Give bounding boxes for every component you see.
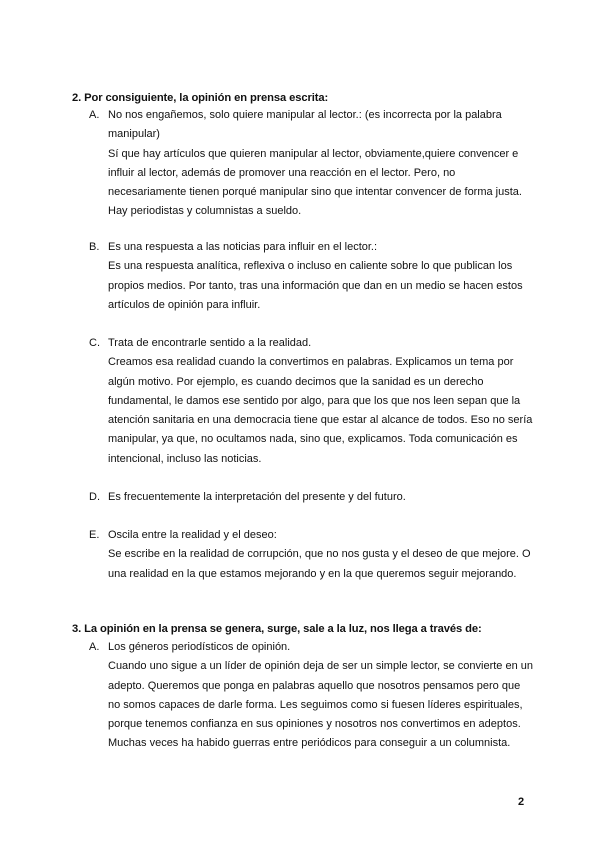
- section-3-heading: 3. La opinión en la prensa se genera, surge, sale a la luz, nos llega a través de:: [72, 623, 482, 635]
- item-marker: C.: [89, 337, 100, 349]
- item-title: Es una respuesta a las noticias para influir en el lector.:: [108, 241, 378, 253]
- section-3-item-a: [89, 638, 534, 754]
- item-text: Cuando uno sigue a un líder de opinión deja de ser un simple lector, se convierte en un adepto. Queremos que ponga en palabras aquello que nosotros pensamos pero que no somos capaces de darle forma. Les seguimos como si fuesen líderes espirituales, porque tenemos confianza en sus opiniones y nosotros nos convertimos en adeptos. Muchas veces ha habido guerras entre periódicos para conseguir a un columnista.: [108, 660, 534, 750]
- item-title: Trata de encontrarle sentido a la realidad.: [108, 337, 312, 349]
- item-marker: A.: [89, 641, 100, 653]
- section-2-item-a: [89, 106, 534, 222]
- item-marker: D.: [89, 491, 100, 503]
- section-2-item-c: [89, 334, 534, 469]
- page-number: 2: [518, 796, 525, 808]
- item-text: Sí que hay artículos que quieren manipular al lector, obviamente,quiere convencer e influir al lector, además de promover una reacción en el lector. Pero, no necesariamente tienen porqué manipular sino que intentar convencer de forma justa. Hay periodistas y columnistas a sueldo.: [108, 147, 522, 218]
- item-title: No nos engañemos, solo quiere manipular al lector.: (es incorrecta por la palabra manipular): [108, 109, 502, 141]
- item-title: Oscila entre la realidad y el deseo:: [108, 529, 277, 541]
- item-text: Es una respuesta analítica, reflexiva o incluso en caliente sobre lo que publican los propios medios. Por tanto, tras una información que dan en un medio se hacen estos artículos de opinión para influir.: [108, 260, 523, 311]
- item-text: Se escribe en la realidad de corrupción, que no nos gusta y el deseo de que mejore. O una realidad en la que estamos mejorando y en la que queremos seguir mejorando.: [108, 548, 531, 580]
- item-title: Los géneros periodísticos de opinión.: [108, 641, 291, 653]
- item-marker: E.: [89, 529, 100, 541]
- section-2-item-b: [89, 238, 534, 315]
- section-2-heading: 2. Por consiguiente, la opinión en prensa escrita:: [72, 92, 329, 104]
- item-marker: A.: [89, 109, 100, 121]
- section-2-item-e: [89, 526, 534, 584]
- section-2-item-d: [89, 488, 534, 507]
- item-marker: B.: [89, 241, 100, 253]
- item-text: Creamos esa realidad cuando la convertimos en palabras. Explicamos un tema por algún motivo. Por ejemplo, es cuando decimos que la sanidad es un derecho fundamental, le damos ese sentido por algo, para que los que nos leen sepan que la atención sanitaria en una democracia tiene que estar al alcance de todos. Eso no sería manipular, ya que, no ocultamos nada, sino que, explicamos. Toda comunicación es intencional, incluso las noticias.: [108, 356, 533, 465]
- item-title: Es frecuentemente la interpretación del presente y del futuro.: [108, 491, 406, 503]
